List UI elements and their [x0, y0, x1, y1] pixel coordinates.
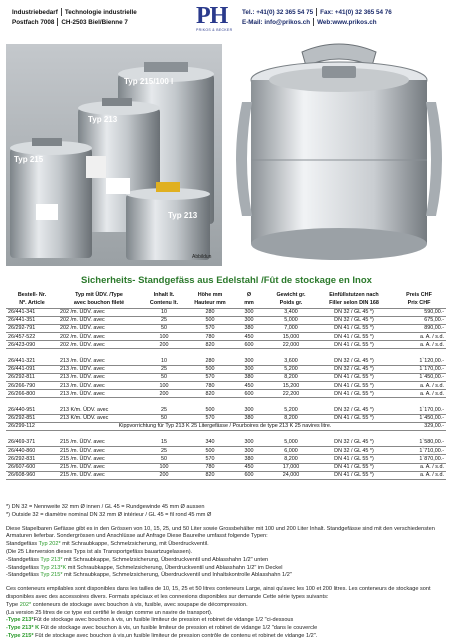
table-cell: 213 /m. ÜDV. avec	[58, 357, 140, 365]
table-cell: 340	[188, 438, 232, 446]
table-cell: 26/441-351	[6, 316, 58, 324]
table-cell: 820	[188, 471, 232, 479]
table-cell: 380	[232, 455, 266, 463]
table-cell: 26/440-860	[6, 447, 58, 455]
table-row-accessory	[6, 422, 446, 430]
table-cell: 26/292-811	[6, 373, 58, 381]
table-cell: 500	[188, 447, 232, 455]
table-cell: 890,00.-	[392, 324, 446, 332]
table-cell: 3,600	[266, 357, 316, 365]
company-line-1a: Industriebedarf	[12, 9, 58, 16]
table-cell: 450	[232, 463, 266, 471]
table-row	[6, 333, 446, 341]
table-cell: 570	[188, 324, 232, 332]
table-cell: 202 /m. ÜDV. avec	[58, 316, 140, 324]
table-row	[6, 463, 446, 471]
table-cell: 3,400	[266, 308, 316, 316]
table-cell: 820	[188, 341, 232, 349]
table-cell: 215 /m. ÜDV. avec	[58, 447, 140, 455]
table-cell: 26/440-951	[6, 406, 58, 414]
type-202-note-fr: (La version 25 litres de ce type est certifié le design comme un navire de transport).	[6, 609, 213, 616]
table-cell: 15,200	[266, 382, 316, 390]
label-typ-213-b: Typ 213	[168, 211, 198, 220]
column-header: Inhalt lt. Contenu lt.	[140, 292, 188, 308]
column-header: Höhe mm Hauteur mm	[188, 292, 232, 308]
type-215-de: -Standgefäss Typ 215* mit Schraubkappe, Schmelzsicherung, Überdruckventil und Inhaltskontrolle Ablasshahn 1/2"	[6, 572, 292, 579]
table-row	[6, 382, 446, 390]
table-cell: 8,200	[266, 414, 316, 422]
table-cell: 26/292-791	[6, 324, 58, 332]
description-fr: Ces conteneurs empilables sont disponibles dans les tailles de 10, 15, 25 et 50 litres conteneurs Large, ainsi qu'avec les 100 et 200 litres. Les conteneurs de stockage sont disponibles avec des accessoires divers. Formats spéciaux et les connexions disponibles sur demande Cette série types suivants:	[6, 586, 431, 600]
table-cell: 500	[188, 365, 232, 373]
company-line-2a: Postfach 7008	[12, 18, 55, 26]
table-cell: 26/608-960	[6, 471, 58, 479]
table-cell: 450	[232, 382, 266, 390]
table-cell: 215 /m. ÜDV. avec	[58, 463, 140, 471]
table-cell: 570	[188, 455, 232, 463]
table-cell: 100	[140, 463, 188, 471]
table-cell: 200	[140, 341, 188, 349]
table-cell: 300	[232, 365, 266, 373]
table-cell: 590,00.-	[392, 308, 446, 316]
table-cell: 25	[140, 316, 188, 324]
table-cell: a. A. / s.d.	[392, 390, 446, 398]
table-cell: 380	[232, 324, 266, 332]
table-row	[6, 390, 446, 398]
table-cell: Kippvorrichtung für Typ 213 K 25 Litergefässe / Pourboires de type 213 K 25 navires litre.	[58, 422, 392, 430]
footnote-fr: *) Outside 32 = diamètre nominal DN 32 mm Ø intérieur / GL 45 = fil rond 45 mm Ø	[6, 511, 212, 518]
company-contact	[242, 8, 392, 27]
table-cell: 15,000	[266, 333, 316, 341]
table-cell: 780	[188, 463, 232, 471]
label-typ-215-100: Typ 215/100 l	[124, 77, 174, 86]
table-row	[6, 447, 446, 455]
column-header: Ø mm	[232, 292, 266, 308]
type-215-fr: -Type 215* Fût de stockage avec bouchon à vis,un fusible limiteur de pression contrôle de contenu et robinet de vidange 1/2".	[6, 632, 318, 639]
table-cell: 7,000	[266, 324, 316, 332]
table-cell: 202 /m. ÜDV. avec	[58, 333, 140, 341]
table-cell: 215 /m. ÜDV. avec	[58, 455, 140, 463]
product-table	[6, 292, 446, 480]
table-cell: 26/607-600	[6, 463, 58, 471]
table-cell: 50	[140, 324, 188, 332]
product-photos	[0, 38, 453, 270]
company-logo: PH PRIKOS & BECKER	[196, 3, 233, 32]
table-cell: 6,000	[266, 447, 316, 455]
column-header: Preis CHF Prix CHF	[392, 292, 446, 308]
table-cell: 202 /m. ÜDV. avec	[58, 324, 140, 332]
column-header: Gewicht gr. Poids gr.	[266, 292, 316, 308]
page-title: Sicherheits- Standgefäss aus Edelstahl /Fût de stockage en Inox	[81, 275, 372, 286]
table-cell: DN 32 / GL 45 *)	[316, 357, 392, 365]
table-cell: 8,200	[266, 455, 316, 463]
table-cell: 675,00.-	[392, 316, 446, 324]
table-cell: 15	[140, 438, 188, 446]
table-cell: DN 41 / GL 55 *)	[316, 471, 392, 479]
table-cell: 10	[140, 357, 188, 365]
table-row	[6, 341, 446, 349]
table-cell: DN 41 / GL 55 *)	[316, 324, 392, 332]
table-cell: 1`450,00.-	[392, 373, 446, 381]
table-cell: 26/292-851	[6, 414, 58, 422]
table-cell: 213 /m. ÜDV. avec	[58, 365, 140, 373]
type-213k-de: -Standgefäss Typ 213*K mit Schraubkappe, Schmelzsicherung, Überdruckventil und Ablasshahn 1/2" im Deckel	[6, 564, 283, 571]
table-cell: 26/469-371	[6, 438, 58, 446]
table-cell: 26/441-341	[6, 308, 58, 316]
table-cell: 1`120,00.-	[392, 357, 446, 365]
table-cell: 100	[140, 382, 188, 390]
table-cell: 600	[232, 341, 266, 349]
label-abbildung: Abbildun	[192, 254, 212, 260]
table-cell: DN 32 / GL 45 *)	[316, 447, 392, 455]
table-cell: 820	[188, 390, 232, 398]
table-cell: 5,200	[266, 365, 316, 373]
label-typ-213-a: Typ 213	[88, 115, 118, 124]
footnote-de: *) DN 32 = Nennweite 32 mm Ø innen / GL 45 = Rundgewinde 45 mm Ø aussen	[6, 504, 205, 510]
table-cell: 5,000	[266, 438, 316, 446]
table-cell: 8,200	[266, 373, 316, 381]
table-cell: 26/441-091	[6, 365, 58, 373]
company-line-1b: Technologie industrielle	[64, 9, 137, 16]
table-cell: 17,000	[266, 463, 316, 471]
table-cell: 300	[232, 438, 266, 446]
table-cell: 570	[188, 414, 232, 422]
table-cell: 100	[140, 333, 188, 341]
table-row	[6, 414, 446, 422]
table-cell: DN 41 / GL 55 *)	[316, 463, 392, 471]
table-cell: DN 41 / GL 55 *)	[316, 333, 392, 341]
table-cell: 5,200	[266, 406, 316, 414]
column-header: Bestell- Nr. Nº. Article	[6, 292, 58, 308]
type-202-fr: Type 202* conteneurs de stockage avec bouchon à vis, fusible, avec soupape de décompression.	[6, 601, 248, 608]
phone-number: Tel.: +41(0) 32 365 54 75	[242, 9, 314, 16]
web-link[interactable]: Web:www.prikos.ch	[317, 18, 377, 26]
table-cell: 22,200	[266, 390, 316, 398]
table-header	[6, 292, 446, 308]
column-header: Typ mit ÜDV. /Type avec bouchon fileté	[58, 292, 140, 308]
type-213k-fr: -Type 213* K Fût de stockage avec bouchon à vis, un fusible limiteur de pression et robinet de vidange 1/2 "dans le couvercle	[6, 625, 318, 632]
table-cell: 780	[188, 333, 232, 341]
table-cell: 50	[140, 414, 188, 422]
table-cell: 600	[232, 390, 266, 398]
table-cell: 25	[140, 365, 188, 373]
company-address	[12, 8, 137, 27]
label-typ-215: Typ 215	[14, 155, 44, 164]
fax-number: Fax: +41(0) 32 365 54 76	[320, 9, 392, 16]
container-with-handles-photo	[232, 40, 446, 268]
table-cell: 213 K/m. ÜDV. avec	[58, 406, 140, 414]
table-cell: 600	[232, 471, 266, 479]
table-cell: 1`580,00.-	[392, 438, 446, 446]
table-row	[6, 438, 446, 446]
table-cell: DN 32 / GL 45 *)	[316, 365, 392, 373]
table-cell: 280	[188, 357, 232, 365]
table-cell: 780	[188, 382, 232, 390]
table-cell: a. A. / s.d.	[392, 463, 446, 471]
table-cell: 202 /m. ÜDV. avec	[58, 308, 140, 316]
company-line-2b: CH-2503 Biel/Bienne 7	[61, 18, 128, 26]
table-cell: 50	[140, 455, 188, 463]
table-cell: 1`870,00.-	[392, 455, 446, 463]
table-cell: DN 32 / GL 45 *)	[316, 308, 392, 316]
table-row	[6, 324, 446, 332]
table-cell: 500	[188, 406, 232, 414]
table-cell: 26/423-090	[6, 341, 58, 349]
table-cell: a. A. / s.d.	[392, 382, 446, 390]
table-row	[6, 455, 446, 463]
table-cell: 26/299-112	[6, 422, 58, 430]
table-cell: 450	[232, 333, 266, 341]
table-cell: a. A. / s.d.	[392, 333, 446, 341]
table-row	[6, 357, 446, 365]
container-group-photo	[6, 44, 222, 266]
table-cell: 25	[140, 447, 188, 455]
table-cell: 200	[140, 390, 188, 398]
table-cell: DN 32 / GL 45 *)	[316, 406, 392, 414]
table-row	[6, 406, 446, 414]
table-cell: 1`710,00.-	[392, 447, 446, 455]
table-cell: DN 41 / GL 55 *)	[316, 455, 392, 463]
table-cell: 380	[232, 373, 266, 381]
column-header: Einfüllstutzen nach Filler selon DIN 168	[316, 292, 392, 308]
table-row	[6, 316, 446, 324]
table-cell: 215 /m. ÜDV. avec	[58, 438, 140, 446]
table-cell: 213 /m. ÜDV. avec	[58, 390, 140, 398]
table-cell: a. A. / s.d.	[392, 471, 446, 479]
table-cell: 500	[188, 316, 232, 324]
table-cell: 25	[140, 406, 188, 414]
table-cell: 1`170,00.-	[392, 365, 446, 373]
table-cell: 22,000	[266, 341, 316, 349]
table-cell: 5,000	[266, 316, 316, 324]
table-cell: a. A. / s.d.	[392, 341, 446, 349]
table-cell: 26/292-831	[6, 455, 58, 463]
table-cell: DN 41 / GL 55 *)	[316, 373, 392, 381]
table-cell: 300	[232, 308, 266, 316]
table-cell: DN 32 / GL 45 *)	[316, 438, 392, 446]
table-cell: 213 K/m. ÜDV. avec	[58, 414, 140, 422]
table-cell: 215 /m. ÜDV. avec	[58, 471, 140, 479]
table-cell: 26/457-522	[6, 333, 58, 341]
table-row	[6, 308, 446, 316]
table-cell: DN 41 / GL 55 *)	[316, 341, 392, 349]
table-cell: 200	[140, 471, 188, 479]
table-row	[6, 365, 446, 373]
product-notes	[6, 504, 448, 640]
table-cell: 50	[140, 373, 188, 381]
type-213-de: -Standgefäss Typ 213* mit Schraubkappe, Schmelzsicherung, Überdruckventil und Ablasshahn 1/2" unten	[6, 556, 269, 563]
description-de: Diese Stapelbaren Gefässe gibt es in den Grössen von 10, 15, 25, und 50 Liter sowie Grossbehälter mit 100 und 200 Liter Inhalt. Standgefässe sind mit den verschiedensten Armaturen lieferbar. Sondergrössen und Anschlüsse auf Anfrage Diese Baureihe umfasst folgende Typen:	[6, 525, 435, 540]
table-cell: 213 /m. ÜDV. avec	[58, 382, 140, 390]
table-row	[6, 471, 446, 479]
table-cell: 1`450,00.-	[392, 414, 446, 422]
type-202-note-de: (Die 25 Literversion dieses Typs ist als Transportgefäss bauartzugelassen).	[6, 548, 193, 555]
table-cell: 300	[232, 357, 266, 365]
table-cell: DN 41 / GL 55 *)	[316, 414, 392, 422]
table-cell: 300	[232, 316, 266, 324]
table-cell: DN 32 / GL 45 *)	[316, 316, 392, 324]
table-cell: 26/266-800	[6, 390, 58, 398]
table-cell: 300	[232, 406, 266, 414]
type-202-de: Standgefäss Typ 202* mit Schraubkappe, Schmelzsicherung, mit Überdruckventil.	[6, 541, 209, 548]
table-cell: 280	[188, 308, 232, 316]
table-cell: 380	[232, 414, 266, 422]
table-cell: 329,00.-	[392, 422, 446, 430]
table-cell: DN 41 / GL 55 *)	[316, 390, 392, 398]
type-213-fr: -Type 213*Fût de stockage avec bouchon à vis, un fusible limiteur de pression et robinet de vidange 1/2 "ci-dessous	[6, 617, 294, 624]
table-cell: 213 /m. ÜDV. avec	[58, 373, 140, 381]
table-cell: 202 /m. ÜDV. avec	[58, 341, 140, 349]
table-cell: 1`170,00.-	[392, 406, 446, 414]
table-cell: 26/441-321	[6, 357, 58, 365]
table-row	[6, 373, 446, 381]
table-cell: 570	[188, 373, 232, 381]
table-cell: DN 41 / GL 55 *)	[316, 382, 392, 390]
table-cell: 10	[140, 308, 188, 316]
table-cell: 26/266-790	[6, 382, 58, 390]
table-cell: 24,000	[266, 471, 316, 479]
table-cell: 300	[232, 447, 266, 455]
email-link[interactable]: E-Mail: info@prikos.ch	[242, 18, 311, 26]
